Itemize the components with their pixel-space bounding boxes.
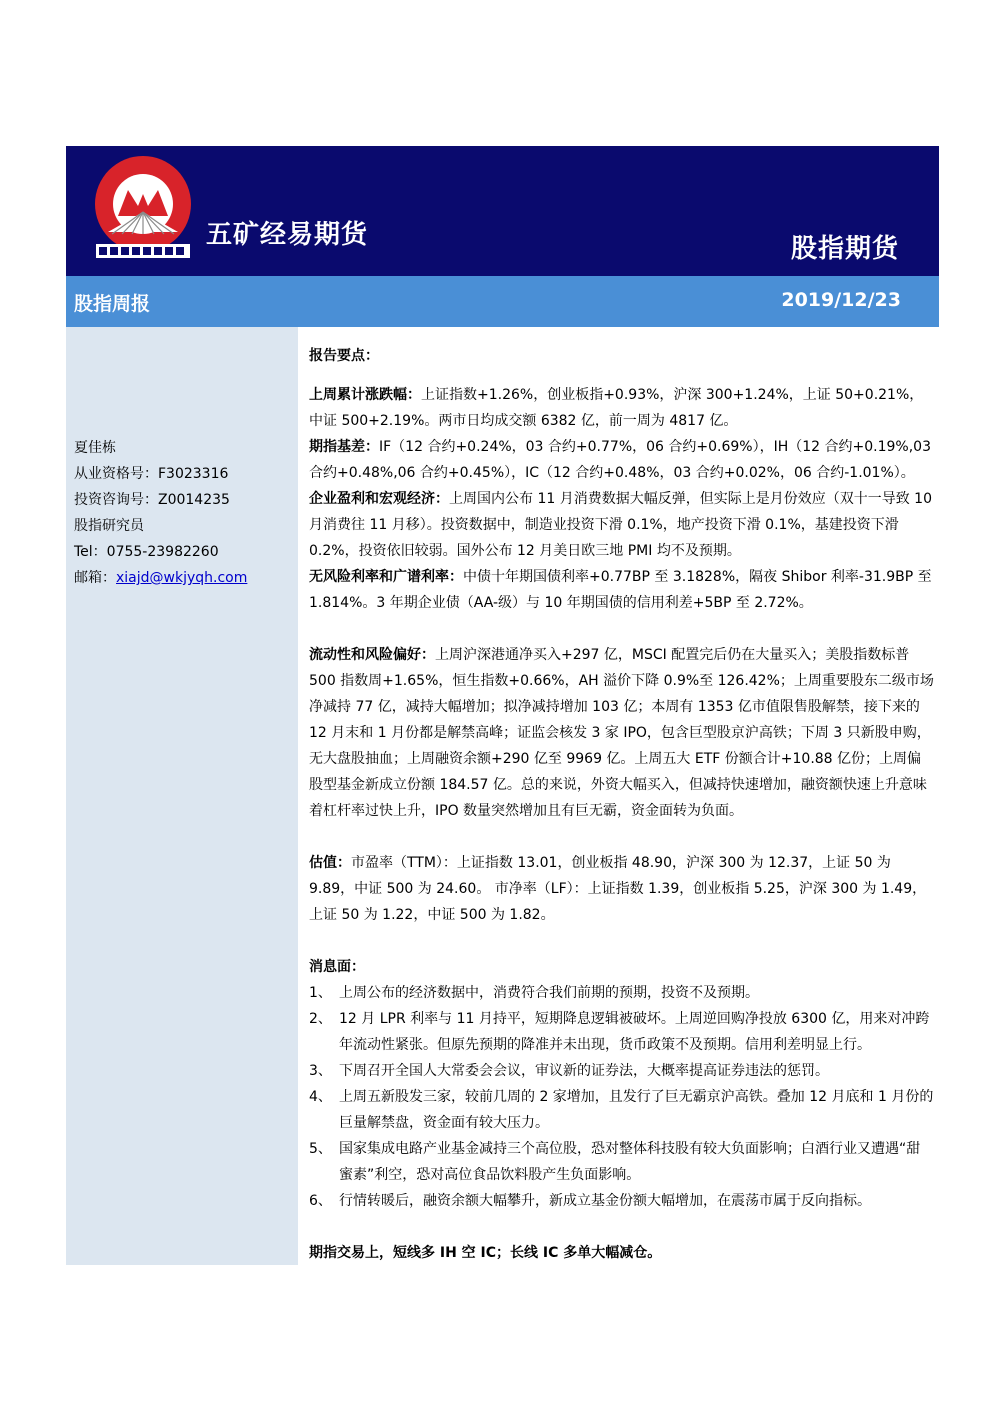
paragraph-valuation xyxy=(309,850,934,928)
author-info xyxy=(74,435,247,591)
report-body xyxy=(309,343,934,1266)
paragraph-label: 企业盈利和宏观经济： xyxy=(309,491,449,507)
report-heading: 报告要点： xyxy=(309,348,379,364)
list-item xyxy=(309,1058,934,1084)
list-item xyxy=(309,1084,934,1136)
email-label: 邮箱： xyxy=(74,570,116,586)
paragraph-liquidity xyxy=(309,642,934,824)
trading-conclusion: 期指交易上，短线多 IH 空 IC；长线 IC 多单大幅减仓。 xyxy=(309,1245,662,1261)
sub-title-bar xyxy=(66,276,939,327)
list-text: 上周公布的经济数据中，消费符合我们前期的预期，投资不及预期。 xyxy=(339,985,759,1001)
list-number: 2、 xyxy=(309,1011,332,1027)
paragraph-label: 流动性和风险偏好： xyxy=(309,647,435,663)
list-number: 6、 xyxy=(309,1193,332,1209)
paragraph-label: 上周累计涨跌幅： xyxy=(309,387,421,403)
paragraph-text: IF（12 合约+0.24%，03 合约+0.77%，06 合约+0.69%），IH（12 合约+0.19%,03 合约+0.48%,06 合约+0.45%），IC（12 合约+0.48%，03 合约+0.02%，06 合约-1.01%）。 xyxy=(309,439,931,481)
report-title: 股指周报 xyxy=(74,293,151,315)
paragraph-label: 无风险利率和广谱利率： xyxy=(309,569,463,585)
paragraph-text: 中债十年期国债利率+0.77BP 至 3.1828%，隔夜 Shibor 利率-31.9BP 至 1.814%。3 年期企业债（AA-级）与 10 年期国债的信用利差+5BP 至 2.72%。 xyxy=(309,569,932,611)
paragraph-macro xyxy=(309,486,934,564)
list-item xyxy=(309,980,934,1006)
list-text: 行情转暖后，融资余额大幅攀升，新成立基金份额大幅增加，在震荡市属于反向指标。 xyxy=(339,1193,871,1209)
list-item xyxy=(309,1188,934,1214)
minmetals-logo xyxy=(88,154,198,268)
report-header xyxy=(66,146,939,276)
paragraph-text: 上周国内公布 11 月消费数据大幅反弹，但实际上是月份效应（双十一导致 10 月消费往 11 月移）。投资数据中，制造业投资下滑 0.1%，地产投资下滑 0.1%，基建投资下滑 0.2%，投资依旧较弱。国外公布 12 月美日欧三地 PMI 均不及预期。 xyxy=(309,491,932,559)
paragraph-weekly-change xyxy=(309,382,934,434)
list-text: 国家集成电路产业基金减持三个高位股，恐对整体科技股有较大负面影响；白酒行业又遭遇“甜蜜素”利空，恐对高位食品饮料股产生负面影响。 xyxy=(339,1141,921,1183)
author-consult-number: 投资咨询号：Z0014235 xyxy=(74,492,230,508)
report-category: 股指期货 xyxy=(790,234,899,264)
email-link[interactable]: xiajd@wkjyqh.com xyxy=(116,570,248,586)
paragraph-basis xyxy=(309,434,934,486)
list-item xyxy=(309,1136,934,1188)
paragraph-text: 上周沪深港通净买入+297 亿，MSCI 配置完后仍在大量买入；美股指数标普 500 指数周+1.65%，恒生指数+0.66%，AH 溢价下降 0.9%至 126.42%；上周重要股东二级市场净减持 77 亿，减持大幅增加；拟净减持增加 103 亿；本周有 1353 亿市值限售股解禁，接下来的 12 月末和 1 月份都是解禁高峰；证监会核发 3 家 IPO，包含巨型股京沪高铁；下周 3 只新股申购，无大盘股抽血；上周融资余额+290 亿至 9969 亿。上周五大 ETF 份额合计+10.88 亿份；上周偏股型基金新成立份额 184.57 亿。总的来说，外资大幅买入，但减持快速增加，融资额快速上升意味着杠杆率过快上升，IPO 数量突然增加且有巨无霸，资金面转为负面。 xyxy=(309,647,934,819)
list-text: 下周召开全国人大常委会会议，审议新的证券法，大概率提高证券违法的惩罚。 xyxy=(339,1063,829,1079)
list-text: 12 月 LPR 利率与 11 月持平，短期降息逻辑被破坏。上周逆回购净投放 6300 亿，用来对冲跨年流动性紧张。但原先预期的降准并未出现，货币政策不及预期。信用利差明显上行。 xyxy=(339,1011,930,1053)
list-text: 上周五新股发三家，较前几周的 2 家增加，且发行了巨无霸京沪高铁。叠加 12 月底和 1 月份的巨量解禁盘，资金面有较大压力。 xyxy=(339,1089,934,1131)
list-number: 5、 xyxy=(309,1141,332,1157)
list-item xyxy=(309,1006,934,1058)
author-name: 夏佳栋 xyxy=(74,440,116,456)
list-number: 4、 xyxy=(309,1089,332,1105)
paragraph-label: 估值： xyxy=(309,855,351,871)
paragraph-text: 上证指数+1.26%，创业板指+0.93%，沪深 300+1.24%，上证 50+0.21%，中证 500+2.19%。两市日均成交额 6382 亿，前一周为 4817 亿。 xyxy=(309,387,924,429)
paragraph-text: 市盈率（TTM）：上证指数 13.01，创业板指 48.90，沪深 300 为 12.37，上证 50 为 9.89，中证 500 为 24.60。 市净率（LF）：上证指数 1.39，创业板指 5.25，沪深 300 为 1.49，上证 50 为 1.22，中证 500 为 1.82。 xyxy=(309,855,927,923)
author-role: 股指研究员 xyxy=(74,518,144,534)
list-number: 3、 xyxy=(309,1063,332,1079)
news-list xyxy=(309,980,934,1214)
company-name: 五矿经易期货 xyxy=(206,220,369,250)
author-sidebar xyxy=(66,327,298,1265)
author-email-row xyxy=(74,565,247,591)
author-license: 从业资格号：F3023316 xyxy=(74,466,229,482)
paragraph-rates xyxy=(309,564,934,616)
paragraph-label: 期指基差： xyxy=(309,439,379,455)
report-date: 2019/12/23 xyxy=(781,289,901,311)
list-number: 1、 xyxy=(309,985,332,1001)
news-heading: 消息面： xyxy=(309,959,365,975)
author-tel: Tel：0755-23982260 xyxy=(74,544,219,560)
